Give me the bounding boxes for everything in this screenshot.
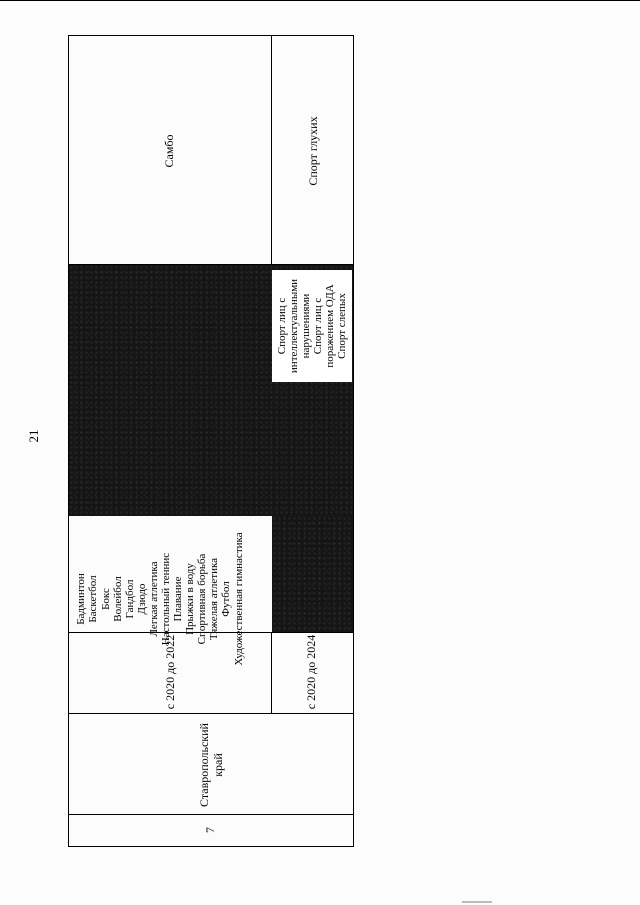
sport-item: Тяжелая атлетика xyxy=(208,557,221,641)
scan-edge xyxy=(0,0,640,1)
table-line-left xyxy=(68,35,69,847)
scan-mark xyxy=(462,901,492,903)
sport-item: Легкая атлетика xyxy=(147,561,160,637)
table-line xyxy=(271,35,272,265)
paralympic-sports-list xyxy=(257,270,367,382)
table-line xyxy=(68,264,354,265)
sport-item: Прыжки в воду xyxy=(184,563,197,635)
table-line-top xyxy=(68,35,354,36)
sport-item: Футбол xyxy=(220,581,233,617)
page-number: 21 xyxy=(26,429,41,443)
sport-item: Бадминтон xyxy=(75,573,88,625)
sport-item: интеллектуальными xyxy=(287,278,300,374)
deaflympic-sport: Спорт глухих xyxy=(306,116,321,186)
sport-item: Бокс xyxy=(99,588,112,610)
period-first: с 2020 до 2022 xyxy=(163,634,178,710)
sport-item: нарушениями xyxy=(299,293,312,359)
shaded-cell-olympic xyxy=(272,516,353,632)
sport-item: Волейбол xyxy=(111,576,124,622)
row-number: 7 xyxy=(203,827,218,833)
table-line-bottom xyxy=(68,846,354,847)
sport-item: Дзюдо xyxy=(135,583,148,615)
region-name: Ставропольский край xyxy=(197,723,225,807)
sport-item: Плавание xyxy=(172,576,185,622)
sport-item: Спорт слепых xyxy=(336,293,349,359)
table-line xyxy=(271,632,272,714)
sport-item: поражением ОДА xyxy=(324,284,337,368)
sport-item: Настольный теннис xyxy=(160,552,172,646)
non-olympic-sport: Самбо xyxy=(162,134,177,168)
sport-item: Гандбол xyxy=(123,579,136,619)
olympic-sports-list xyxy=(66,532,254,666)
sport-item: Художественная гимнастика xyxy=(232,532,245,666)
sport-item: Баскетбол xyxy=(87,575,100,623)
sport-item: Спортивная борьба xyxy=(196,553,209,645)
sport-item: Спорт лиц с xyxy=(275,297,288,355)
table-line-right xyxy=(353,35,354,847)
sport-item: Спорт лиц с xyxy=(312,297,324,355)
period-second: с 2020 до 2024 xyxy=(304,634,319,710)
